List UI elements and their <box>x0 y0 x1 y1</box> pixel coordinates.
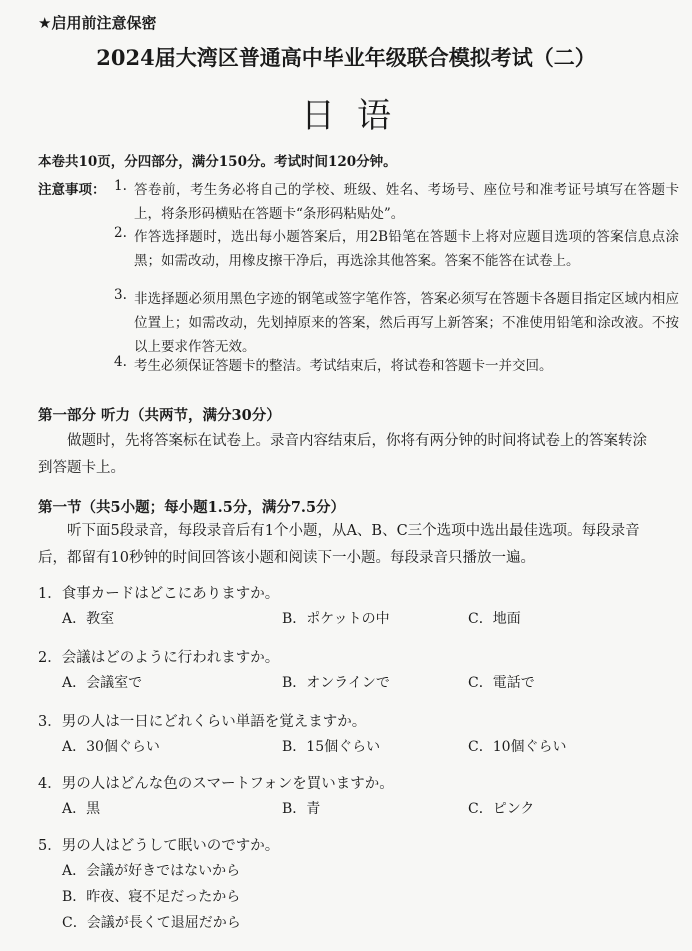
option-c: C．ピンク <box>468 801 535 817</box>
option-a: A．30個ぐらい <box>62 739 160 755</box>
question-number: 2． <box>38 650 62 666</box>
option-b: B．ポケットの中 <box>282 611 390 627</box>
exam-summary: 本卷共10页，分四部分，满分150分。考试时间120分钟。 <box>38 154 397 170</box>
note-text: 非选择题必须用黑色字迹的钢笔或签字笔作答，答案必须写在答题卡各题目指定区域内相应位置上；如需改动，先划掉原来的答案，然后再写上新答案；不准使用铅笔和涂改液。不按以上要求作答无效。 <box>134 291 679 355</box>
note-text: 作答选择题时，选出每小题答案后，用2B铅笔在答题卡上将对应题目选项的答案信息点涂黑；如需改动，用橡皮擦干净后，再选涂其他答案。答案不能答在试卷上。 <box>134 229 679 269</box>
question-number: 5． <box>38 838 62 854</box>
question-text: 食事カードはどこにありますか。 <box>61 586 280 602</box>
subject-title: 日语 <box>301 96 413 136</box>
question-number: 1． <box>38 586 62 602</box>
notes-label: 注意事项： <box>38 182 106 198</box>
note-number: 3. <box>114 287 127 303</box>
part1-intro: 做题时，先将答案标在试卷上。录音内容结束后，你将有两分钟的时间将试卷上的答案转涂到答题卡上。 <box>38 433 647 476</box>
option-b: B．オンラインで <box>282 675 390 691</box>
section1-title: 第一节（共5小题；每小题1.5分，满分7.5分） <box>38 499 346 516</box>
question-text: 男の人はどんな色のスマートフォンを買いますか。 <box>61 776 394 792</box>
question-1 <box>38 582 279 603</box>
question-number: 4． <box>38 776 62 792</box>
note-text: 答卷前，考生务必将自己的学校、班级、姓名、考场号、座位号和准考证号填写在答题卡上，将条形码横贴在答题卡“条形码粘贴处”。 <box>134 182 679 222</box>
option-b: B．昨夜、寝不足だったから <box>62 889 241 905</box>
question-2 <box>38 646 279 667</box>
note-number: 1. <box>114 178 127 194</box>
part1-title: 第一部分 听力（共两节，满分30分） <box>38 407 281 424</box>
option-b: B．青 <box>282 801 321 817</box>
option-c: C．会議が長くて退屈だから <box>62 915 241 931</box>
option-c: C．電話で <box>468 675 535 691</box>
option-b: B．15個ぐらい <box>282 739 381 755</box>
confidential-notice: ★启用前注意保密 <box>38 14 157 32</box>
option-c: C．地面 <box>468 611 521 627</box>
option-a: A．会議が好きではないから <box>62 863 241 879</box>
section1-intro: 听下面5段录音，每段录音后有1个小题，从A、B、C三个选项中选出最佳选项。每段录音后，都留有10秒钟的时间回答该小题和阅读下一小题。每段录音只播放一遍。 <box>38 523 640 566</box>
note-text: 考生必须保证答题卡的整洁。考试结束后，将试卷和答题卡一并交回。 <box>134 358 553 374</box>
note-number: 2. <box>114 225 127 241</box>
exam-title: 2024届大湾区普通高中毕业年级联合模拟考试（二） <box>96 45 596 70</box>
question-4 <box>38 772 394 793</box>
question-number: 3． <box>38 714 62 730</box>
option-a: A．会議室で <box>62 675 143 691</box>
question-text: 男の人は一日にどれくらい単語を覚えますか。 <box>61 714 367 730</box>
question-text: 会議はどのように行われますか。 <box>61 650 280 666</box>
note-number: 4. <box>114 354 127 370</box>
option-a: A．教室 <box>62 611 115 627</box>
question-text: 男の人はどうして眠いのですか。 <box>61 838 280 854</box>
question-5 <box>38 834 279 855</box>
option-c: C．10個ぐらい <box>468 739 567 755</box>
question-3 <box>38 710 366 731</box>
option-a: A．黒 <box>62 801 101 817</box>
